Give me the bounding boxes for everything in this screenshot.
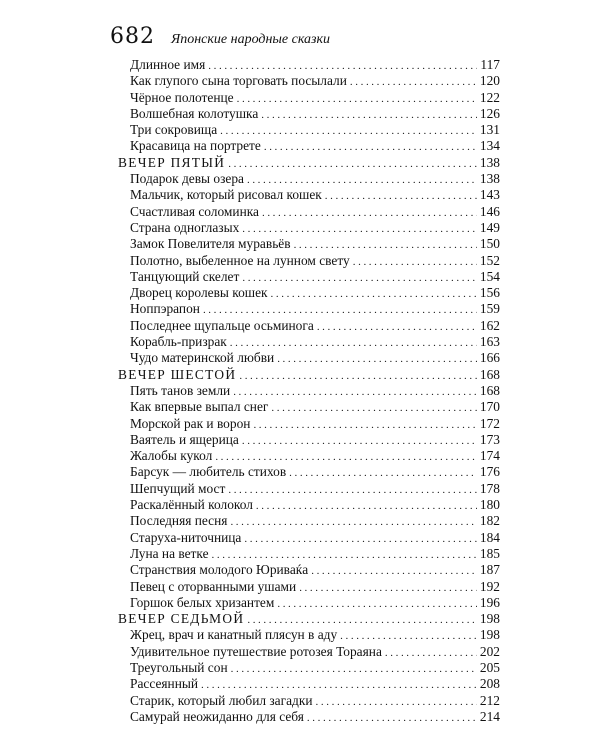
toc-page-number: 156 [479,285,500,301]
toc-page-number: 122 [479,89,500,105]
toc-entry-title: Ноппэрапон [130,301,200,317]
toc-entry-title: Рассеянный [130,676,199,692]
dot-leader [230,514,476,530]
running-title: Японские народные сказки [171,32,331,47]
toc-entry-title: Шепчущий мост [130,480,226,496]
dot-leader [311,563,477,579]
dot-leader [220,123,477,139]
toc-entry [118,562,500,578]
toc-entry-title: Удивительное путешествие ротозея Тораяна [130,643,382,659]
dot-leader [239,368,477,384]
dot-leader [228,482,477,498]
dot-leader [307,710,477,726]
toc-entry [118,220,500,236]
toc-page-number: 159 [479,301,500,317]
dot-leader [353,254,477,270]
toc-page-number: 131 [479,122,500,138]
toc-entry [118,122,500,138]
toc-entry-title: Чудо материнской любви [130,350,275,366]
toc-page-number: 168 [479,366,500,382]
toc-entry [118,187,500,203]
toc-entry [118,530,500,546]
dot-leader [294,237,477,253]
toc-entry-title: Корабль-призрак [130,334,227,350]
toc-entry [118,171,500,187]
dot-leader [230,335,477,351]
dot-leader [325,188,477,204]
toc-entry-title: Счастливая соломинка [130,203,259,219]
toc-entry [118,595,500,611]
toc-page-number: 173 [479,431,500,447]
toc-page-number: 214 [479,708,500,724]
toc-entry [118,90,500,106]
toc-entry-title: Горшок белых хризантем [130,594,275,610]
dot-leader [271,400,476,416]
dot-leader [242,433,477,449]
toc-page-number: 205 [479,659,500,675]
dot-leader [256,498,477,514]
dot-leader [201,677,477,693]
dot-leader [247,612,477,628]
toc-entry [118,481,500,497]
toc-page-number: 170 [479,399,500,415]
toc-page-number: 120 [479,73,500,89]
toc-entry-title: Старуха-ниточница [130,529,242,545]
dot-leader [228,156,477,172]
toc-page-number: 152 [479,252,500,268]
toc-entry [118,350,500,366]
toc-entry [118,579,500,595]
toc-entry-title: Пять танов земли [130,382,231,398]
dot-leader [231,661,477,677]
toc-page-number: 202 [479,643,500,659]
toc-page-number: 212 [479,692,500,708]
toc-entry-title: Волшебная колотушка [130,105,259,121]
toc-page-number: 150 [479,236,500,252]
toc-entry [118,73,500,89]
dot-leader [317,319,477,335]
dot-leader [247,172,477,188]
toc-entry-title: Дворец королевы кошек [130,285,268,301]
toc-page-number: 149 [479,219,500,235]
dot-leader [212,547,477,563]
toc-entry [118,204,500,220]
dot-leader [277,596,477,612]
toc-page-number: 198 [479,611,500,627]
dot-leader [242,221,477,237]
toc-entry-title: Морской рак и ворон [130,415,251,431]
toc-entry [118,236,500,252]
toc-page-number: 176 [479,464,500,480]
toc-page-number: 126 [479,105,500,121]
toc-entry [118,301,500,317]
dot-leader [316,694,477,710]
toc-entry-title: Длинное имя [130,57,206,72]
dot-leader [233,384,477,400]
toc-entry-title: Раскалённый колокол [130,497,253,513]
toc-entry-title: Замок Повелителя муравьёв [130,236,291,252]
toc-entry [118,106,500,122]
toc-entry [118,464,500,480]
toc-entry [118,269,500,285]
toc-page-number: 172 [479,415,500,431]
dot-leader [385,645,477,661]
toc-entry-title: Певец с оторванными ушами [130,578,297,594]
toc-entry [118,546,500,562]
toc-entry [118,644,500,660]
dot-leader [350,74,477,90]
toc-entry-title: Как впервые выпал снег [130,399,269,415]
toc-entry-title: Последняя песня [130,513,228,529]
toc-page-number: 178 [479,480,500,496]
dot-leader [208,58,477,74]
toc-page-number: 138 [479,171,500,187]
toc-entry [118,497,500,513]
toc-entry [118,253,500,269]
dot-leader [264,139,477,155]
toc-entry-title: Чёрное полотенце [130,89,234,105]
toc-entry [118,513,500,529]
toc-page-number: 154 [479,268,500,284]
toc-page-number: 196 [479,594,500,610]
toc-entry-title: ВЕЧЕР ШЕСТОЙ [118,366,237,382]
dot-leader [262,205,477,221]
dot-leader [289,465,477,481]
toc-page-number: 184 [479,529,500,545]
dot-leader [277,351,477,367]
toc-page-number: 182 [479,513,500,529]
dot-leader [215,449,477,465]
toc-entry-title: ВЕЧЕР СЕДЬМОЙ [118,611,245,627]
toc-page-number: 168 [479,382,500,398]
toc-entry-title: Странствия молодого Юриваќа [130,562,309,578]
toc-entry-title: Барсук — любитель стихов [130,464,287,480]
toc-page-number: 192 [479,578,500,594]
dot-leader [340,628,477,644]
toc-entry-title: Как глупого сына торговать посылали [130,73,347,89]
toc-page-number: 185 [479,545,500,561]
toc-entry-title: Полотно, выбеленное на лунном свету [130,252,350,268]
toc-entry [118,383,500,399]
toc-entry [118,318,500,334]
toc-entry [118,57,500,73]
toc-entry [118,399,500,415]
toc-entry-title: Подарок девы озера [130,171,244,187]
page-header [110,24,330,49]
toc-entry [118,334,500,350]
toc-entry-title: Старик, который любил загадки [130,692,313,708]
toc-entry-title: Треугольный сон [130,659,228,675]
toc-entry-title: Ваятель и ящерица [130,431,239,447]
toc-entry-title: Мальчик, который рисовал кошек [130,187,322,203]
toc-section-heading [118,611,500,627]
dot-leader [253,417,476,433]
toc-entry-title: Три сокровища [130,122,218,138]
toc-entry [118,627,500,643]
toc-page-number: 143 [479,187,500,203]
toc-entry [118,676,500,692]
toc-entry-title: Последнее щупальце осьминога [130,317,314,333]
toc-page-number: 162 [479,317,500,333]
dot-leader [299,580,477,596]
toc-page-number: 198 [479,627,500,643]
toc-entry-title: Самурай неожиданно для себя [130,708,304,724]
toc-page-number: 117 [480,57,500,72]
toc-page-number: 187 [479,562,500,578]
table-of-contents [118,57,500,725]
toc-page-number: 163 [479,334,500,350]
toc-section-heading [118,367,500,383]
toc-entry-title: Луна на ветке [130,545,209,561]
toc-entry-title: Красавица на портрете [130,138,261,154]
toc-entry [118,660,500,676]
toc-entry-title: ВЕЧЕР ПЯТЫЙ [118,154,226,170]
toc-entry [118,448,500,464]
toc-page-number: 208 [479,676,500,692]
toc-entry [118,432,500,448]
page-number: 682 [110,24,155,49]
toc-section-heading [118,155,500,171]
dot-leader [242,270,477,286]
toc-page-number: 146 [479,203,500,219]
toc-page-number: 166 [479,350,500,366]
toc-entry [118,693,500,709]
dot-leader [237,91,477,107]
dot-leader [244,531,477,547]
toc-entry [118,416,500,432]
toc-entry-title: Жалобы кукол [130,448,213,464]
toc-entry-title: Жрец, врач и канатный плясун в аду [130,627,338,643]
toc-entry [118,138,500,154]
toc-page-number: 180 [479,497,500,513]
dot-leader [271,286,477,302]
toc-entry-title: Танцующий скелет [130,268,240,284]
toc-entry [118,709,500,725]
toc-entry [118,285,500,301]
toc-page-number: 174 [479,448,500,464]
toc-entry-title: Страна одноглазых [130,219,240,235]
toc-page-number: 134 [479,138,500,154]
toc-page-number: 138 [479,154,500,170]
dot-leader [203,302,477,318]
dot-leader [261,107,477,123]
